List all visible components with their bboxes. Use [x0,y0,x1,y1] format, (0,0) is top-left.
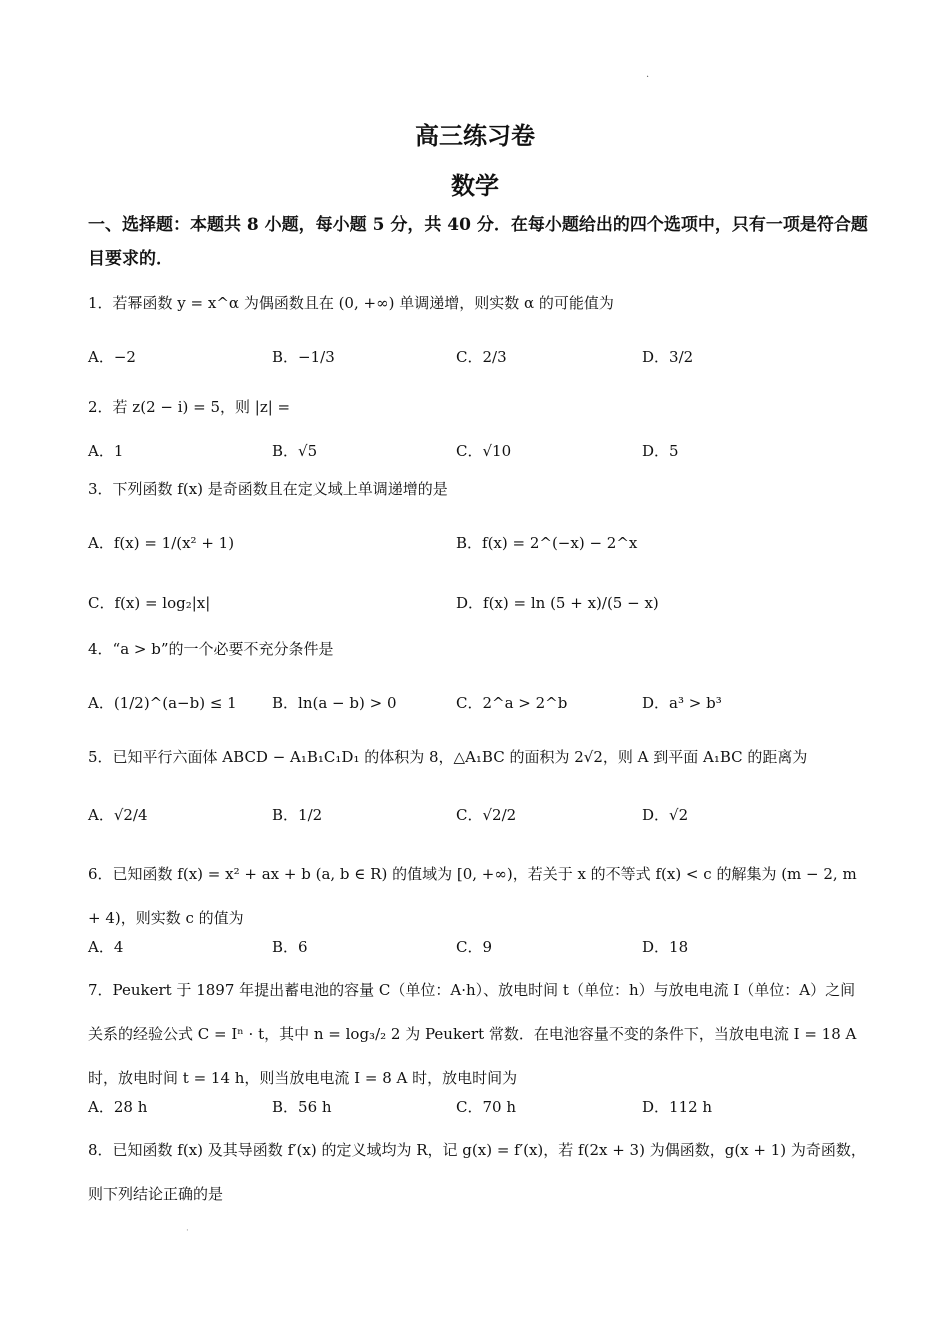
page-title: 高三练习卷 [415,121,535,150]
question-1-options [88,336,868,376]
question-5-options [88,794,868,834]
q1-option-c: C．2/3 [456,347,507,366]
corner-mark: · [646,72,650,83]
question-8-stem: 8．已知函数 f(x) 及其导函数 f′(x) 的定义域均为 R，记 g(x) = f′(x)，若 f(2x + 3) 为偶函数，g(x + 1) 为奇函数，则下列结论正确的是 [88,1141,866,1203]
question-2-options [88,430,868,470]
question-5-stem: 5．已知平行六面体 ABCD − A₁B₁C₁D₁ 的体积为 8，△A₁BC 的面积为 2√2，则 A 到平面 A₁BC 的距离为 [88,748,808,766]
subject-title: 数学 [451,171,499,200]
q2-option-c: C．√10 [456,441,512,460]
q4-option-b: B．ln(a − b) > 0 [272,693,397,712]
question-6-options [88,926,868,966]
question-3-options-row2 [88,582,868,622]
q7-option-a: A．28 h [88,1097,148,1116]
q7-option-d: D．112 h [642,1097,713,1116]
question-4-options [88,682,868,722]
section-heading: 一、选择题：本题共 8 小题，每小题 5 分，共 40 分．在每小题给出的四个选项中，只有一项是符合题目要求的． [88,215,868,269]
q4-option-a: A．(1/2)^(a−b) ≤ 1 [88,693,237,712]
question-7-stem: 7．Peukert 于 1897 年提出蓄电池的容量 C（单位：A·h）、放电时间 t（单位：h）与放电电流 I（单位：A）之间关系的经验公式 C = Iⁿ · t，其中 n = log₃/₂ 2 为 Peukert 常数．在电池容量不变的条件下，当放电电流 I = 18 A 时，放电时间 t = 14 h，则当放电电流 I = 8 A 时，放电时间为 [88,981,857,1087]
q7-option-b: B．56 h [272,1097,332,1116]
q7-option-c: C．70 h [456,1097,516,1116]
question-3-options-row1 [88,522,868,562]
q6-option-d: D．18 [642,937,689,956]
q5-option-b: B．1/2 [272,805,323,824]
question-4-stem: 4．“a > b”的一个必要不充分条件是 [88,640,334,658]
q6-option-b: B．6 [272,937,308,956]
q1-option-d: D．3/2 [642,347,694,366]
q3-option-b: B．f(x) = 2^(−x) − 2^x [456,533,638,552]
q3-option-c: C．f(x) = log₂|x| [88,593,211,612]
q2-option-a: A．1 [88,441,124,460]
question-7-options [88,1086,868,1126]
q5-option-a: A．√2/4 [88,805,148,824]
q3-option-d: D．f(x) = ln (5 + x)/(5 − x) [456,593,659,612]
q6-option-c: C．9 [456,937,493,956]
question-1-stem: 1．若幂函数 y = x^α 为偶函数且在 (0, +∞) 单调递增，则实数 α 的可能值为 [88,294,614,312]
question-6-stem: 6．已知函数 f(x) = x² + ax + b (a, b ∈ R) 的值域为 [0, +∞)，若关于 x 的不等式 f(x) < c 的解集为 (m − 2, m + 4)，则实数 c 的值为 [88,865,857,927]
question-2-stem: 2．若 z(2 − i) = 5，则 |z| = [88,398,291,416]
q3-option-a: A．f(x) = 1/(x² + 1) [88,533,235,552]
question-3-stem: 3．下列函数 f(x) 是奇函数且在定义域上单调递增的是 [88,480,448,498]
q2-option-d: D．5 [642,441,679,460]
q1-option-b: B．−1/3 [272,347,335,366]
footer-mark: · [186,1226,189,1236]
q4-option-c: C．2^a > 2^b [456,693,568,712]
q1-option-a: A．−2 [88,347,136,366]
q2-option-b: B．√5 [272,441,318,460]
q5-option-d: D．√2 [642,805,689,824]
q5-option-c: C．√2/2 [456,805,517,824]
q6-option-a: A．4 [88,937,124,956]
q4-option-d: D．a³ > b³ [642,693,722,712]
